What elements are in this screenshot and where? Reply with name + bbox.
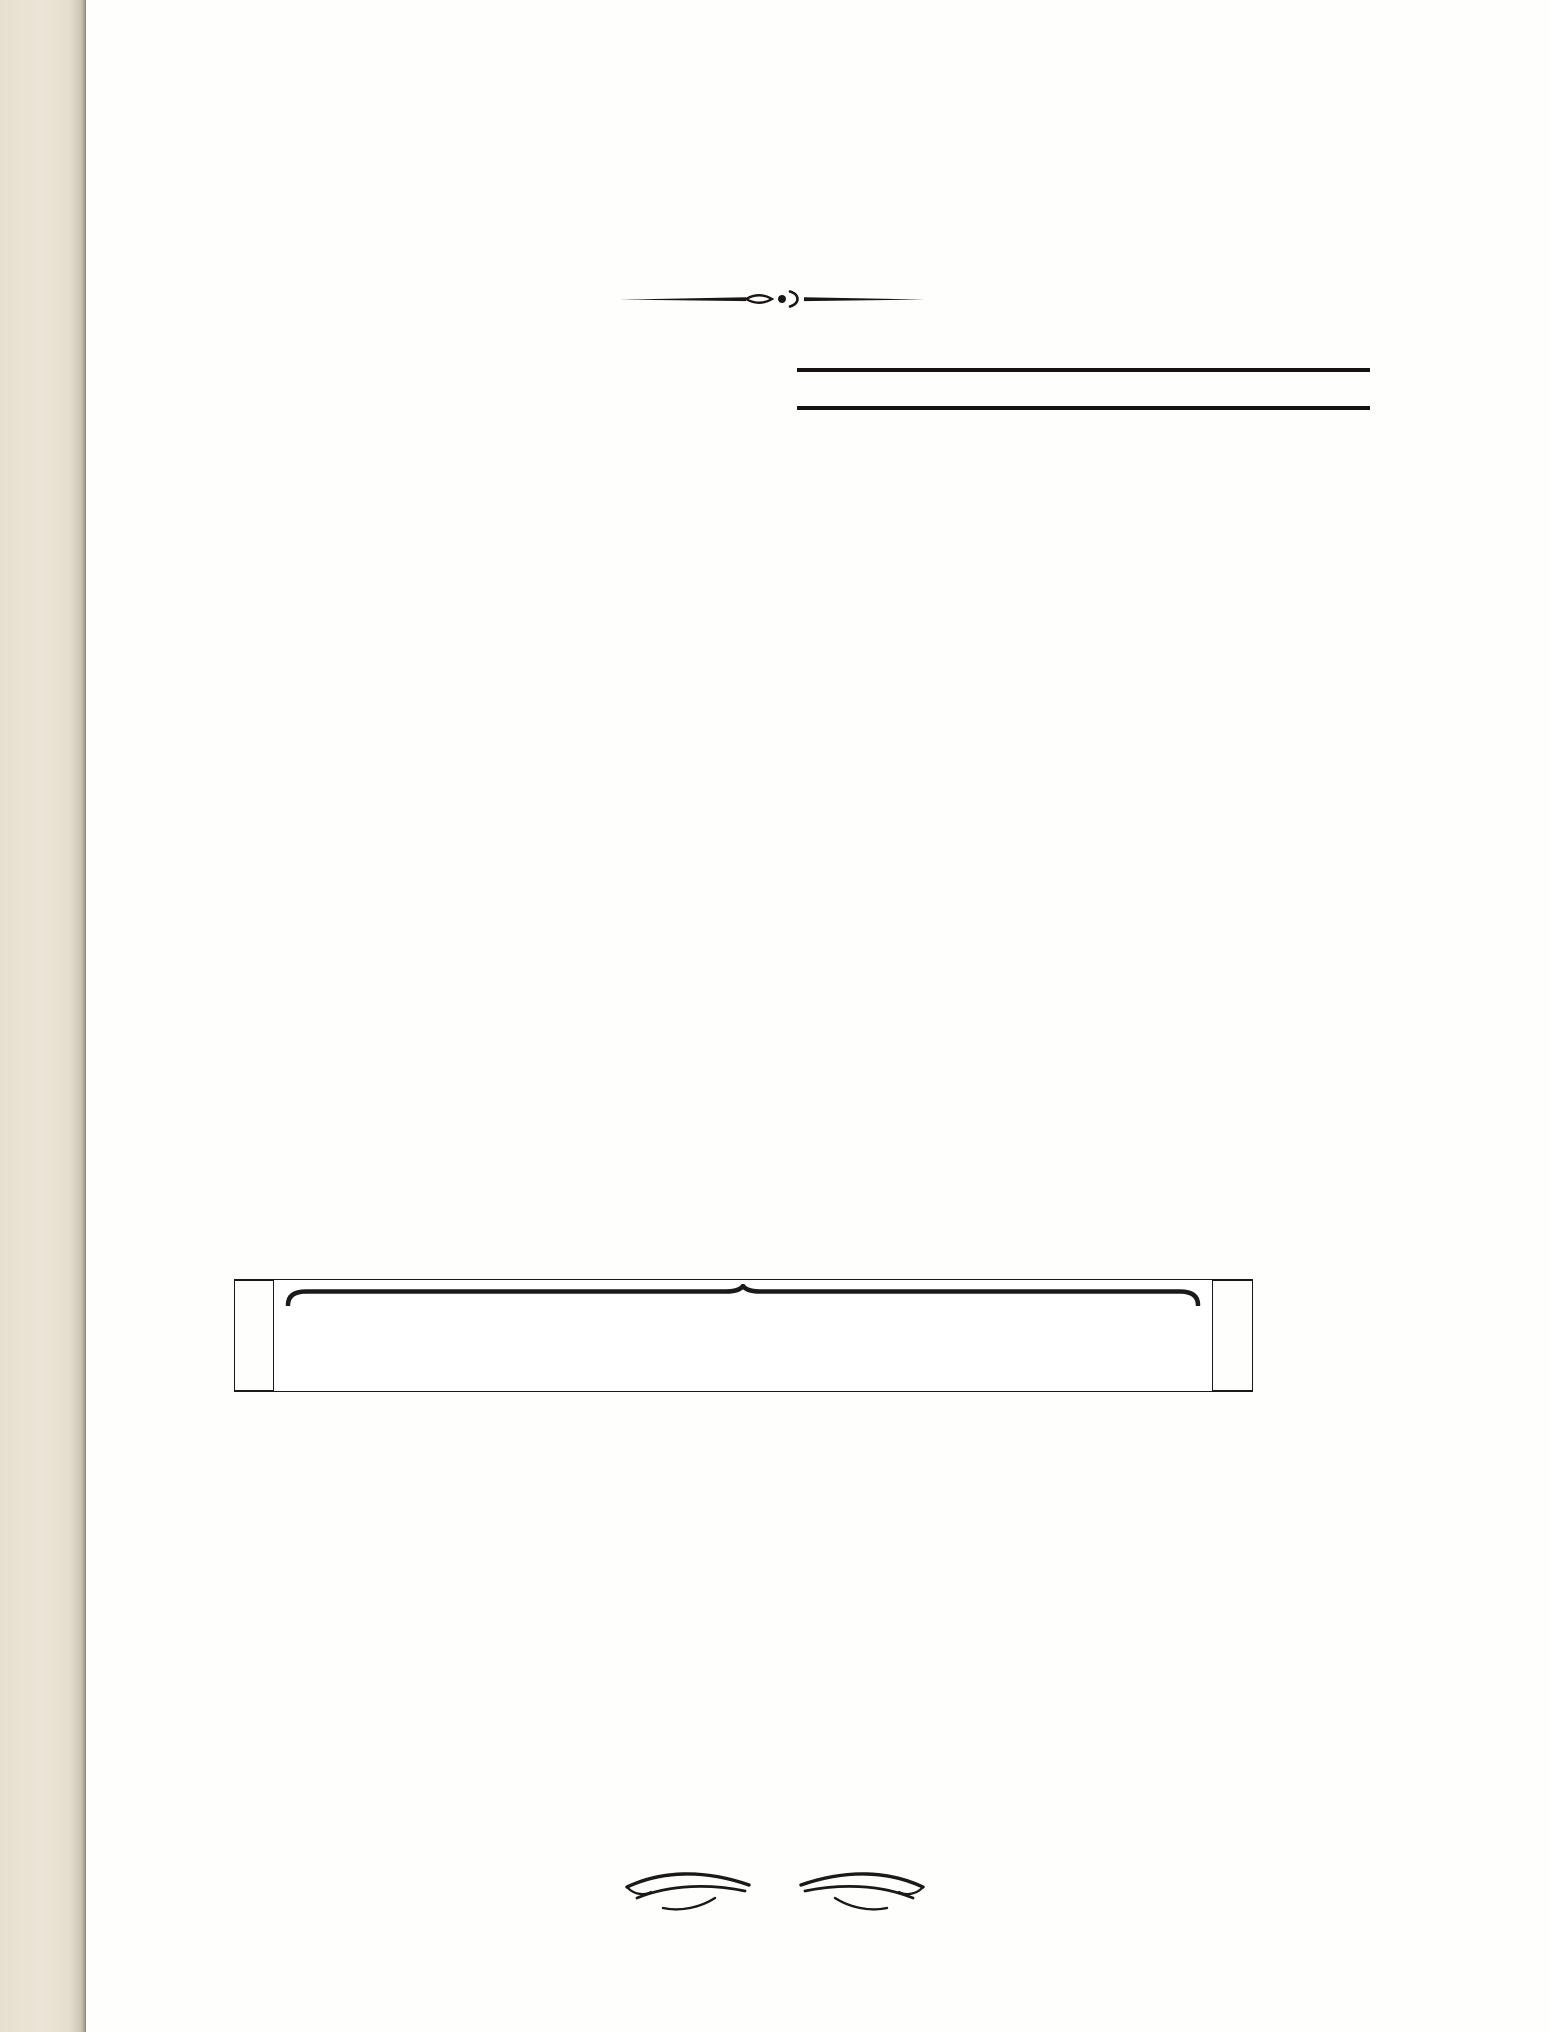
flourish-left-icon — [621, 1864, 753, 1916]
title-divider-ornament — [620, 288, 925, 310]
row-number-labels — [1271, 1280, 1311, 1502]
chart-legend — [0, 1582, 1550, 1644]
left-edge-stitch-column — [235, 1280, 274, 1391]
chart-rows-4-3-2 — [235, 1280, 1252, 1391]
divider-flourish-icon — [620, 288, 925, 310]
page-footer — [90, 1864, 1460, 1916]
repeat-region — [274, 1280, 1212, 1391]
left-column — [190, 352, 750, 378]
page-gutter-strip — [0, 0, 86, 2032]
right-edge-stitch-column — [1212, 1280, 1251, 1391]
right-column — [797, 352, 1370, 450]
knitting-chart — [235, 1280, 1252, 1391]
page-title — [90, 110, 1460, 134]
repeat-brace-icon — [282, 1284, 1204, 1306]
formula-callout — [797, 368, 1370, 410]
flourish-right-icon — [797, 1864, 929, 1916]
